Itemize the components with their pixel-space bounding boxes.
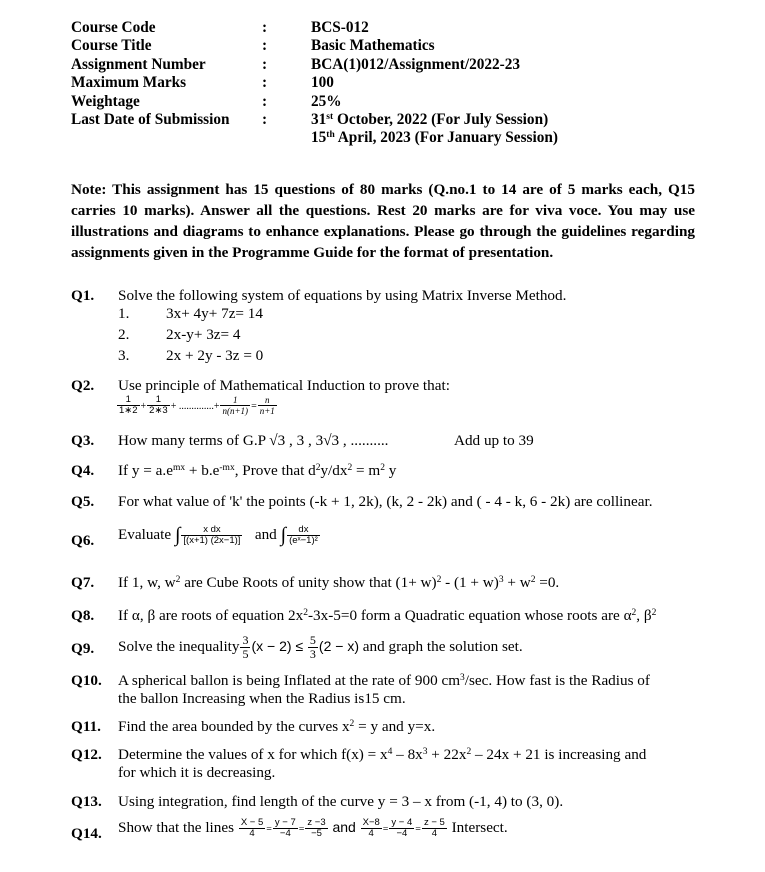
fraction: $\frac{X - 5}{4}$ xyxy=(240,817,264,839)
fraction: $\frac{5}{3}$ xyxy=(309,633,316,661)
submission-dates xyxy=(311,111,558,148)
q1-item-2-number: 2. xyxy=(118,326,130,343)
integral-sign: ∫ xyxy=(280,524,287,546)
meta-row-course-code: Course Code : BCS-012 xyxy=(71,19,369,36)
date-january-session: 15th April, 2023 (For January Session) xyxy=(311,129,558,147)
fraction: $\frac{1}{2∗3}$ xyxy=(149,394,168,416)
meta-row-weightage: Weightage : 25% xyxy=(71,92,342,110)
q1-item-3-equation: 2x + 2y - 3z = 0 xyxy=(166,347,264,364)
fraction: $\frac{1}{1∗2}$ xyxy=(119,394,138,416)
fraction: $\frac{n}{n+1}$ xyxy=(259,395,275,416)
q10-line-2: the ballon Increasing when the Radius is15 cm. xyxy=(118,690,406,707)
q1-item-1-number: 1. xyxy=(118,305,130,322)
integral-sign: ∫ xyxy=(174,524,181,546)
fraction: $\frac{\text{x dx}}{[(x+1) (2x-1)]}$ xyxy=(183,524,241,546)
course-meta xyxy=(71,19,558,148)
fraction: $\frac{z - 5}{4}$ xyxy=(423,817,445,839)
assignment-note: Note: This assignment has 15 questions of 80 marks (Q.no.1 to 14 are of 5 marks each, Q15 carries 10 marks). Answer all the questions. Rest 20 marks are for viva voce. You may use illustrations and diagrams to enhance explanations. Please go through the guidelines regarding assignments given in the Programme Guide for the format of presentation. xyxy=(71,181,695,261)
meta-row-assignment-number: Assignment Number : BCA(1)012/Assignment/2022-23 xyxy=(71,55,521,73)
fraction: $\frac{1}{n(n+1)}$ xyxy=(222,395,249,416)
fraction: $\frac{dx}{\text{(eˣ−1)²}}$ xyxy=(289,524,318,546)
q12-line-2: for which it is decreasing. xyxy=(118,764,276,781)
q1-item-3-number: 3. xyxy=(118,347,130,364)
fraction: $\frac{3}{5}$ xyxy=(242,633,249,661)
fraction: $\frac{X-8}{4}$ xyxy=(362,817,380,839)
q1-item-2-equation: 2x-y+ 3z= 4 xyxy=(166,326,241,343)
q14-lines: Show that the lines $\frac{X - 5}{4}$ = $\frac{y - 7}{-4}$ = $\frac{z -3}{-5}$ and $\frac{X-8}{4}$ = $\frac{y - 4}{-4}$ = $\frac{z - 5}{4}$ Intersect. xyxy=(118,817,508,839)
date-july-session: 31st October, 2022 (For July Session) xyxy=(311,110,549,128)
q6-integrals: Evaluate ∫ $\frac{\text{x dx}}{[(x+1) (2x-1)]}$ and ∫ $\frac{dx}{\text{(eˣ−1)²}}$ xyxy=(118,524,318,546)
meta-row-course-title: Course Title : Basic Mathematics xyxy=(71,37,435,55)
fraction: $\frac{y - 7}{-4}$ xyxy=(274,817,296,839)
q2-series-formula: $\frac{1}{1∗2}$ + $\frac{1}{2∗3}$ + ..............+ $\frac{1}{n(n+1)}$ = $\frac{n}{n+1}$ xyxy=(119,394,275,416)
fraction: $\frac{z -3}{-5}$ xyxy=(307,817,326,839)
fraction: $\frac{y - 4}{-4}$ xyxy=(391,817,413,839)
q1-item-1-equation: 3x+ 4y+ 7z= 14 xyxy=(166,305,263,322)
meta-row-last-date: Last Date of Submission : 31st October, 2022 (For July Session) 15th April, 2023 (For January Session) xyxy=(71,110,558,147)
meta-row-maximum-marks: Maximum Marks : 100 xyxy=(71,74,334,92)
q9-inequality: Solve the inequality $\frac{3}{5}$ (x − 2) ≤ $\frac{5}{3}$ (2 − x) and graph the solution set. xyxy=(118,633,523,661)
